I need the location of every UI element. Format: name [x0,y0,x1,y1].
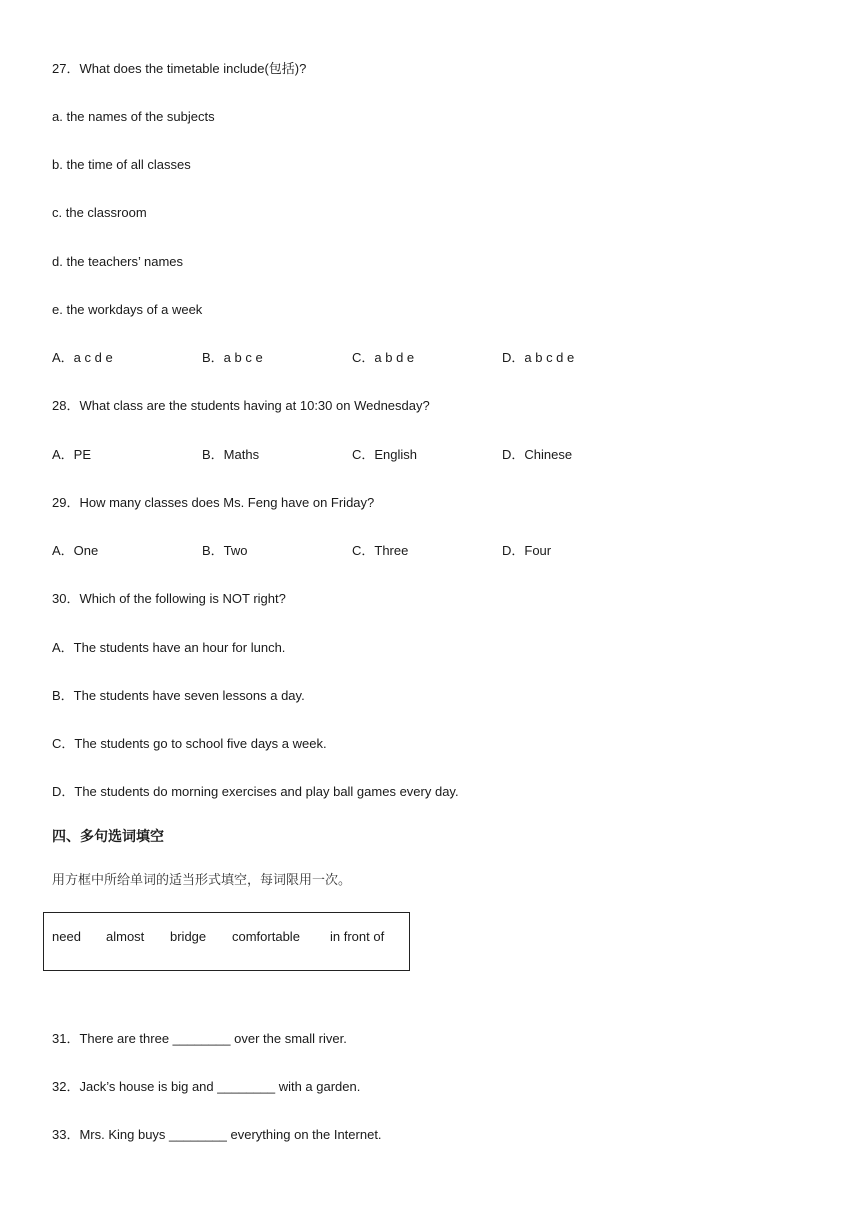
question-29: 29．How many classes does Ms. Feng have on Friday? [52,495,375,510]
q27-option-d: D．a b c d e [502,350,575,365]
word-box-item: in front of [330,929,385,944]
q30-option-d: D．The students do morning exercises and play ball games every day. [52,784,459,799]
question-31: 31．There are three ________ over the small river. [52,1031,347,1046]
q29-option-a: A．One [52,543,99,558]
q27-item-d: d. the teachers’ names [52,254,184,269]
q27-item-a: a. the names of the subjects [52,109,215,124]
question-30: 30．Which of the following is NOT right? [52,591,286,606]
word-box-item: comfortable [232,929,300,944]
q29-option-b: B．Two [202,543,248,558]
q28-option-a: A．PE [52,447,92,462]
question-32: 32．Jack’s house is big and ________ with a garden. [52,1079,361,1094]
q28-option-b: B．Maths [202,447,260,462]
word-box [43,912,410,971]
question-27: 27．What does the timetable include(包括)? [52,61,307,76]
q27-option-c: C．a b d e [352,350,415,365]
q30-option-b: B．The students have seven lessons a day. [52,688,305,703]
word-box-item: almost [106,929,145,944]
q29-option-c: C．Three [352,543,409,558]
word-box-item: bridge [170,929,207,944]
q27-option-a: A．a c d e [52,350,113,365]
q27-item-b: b. the time of all classes [52,157,191,172]
q28-option-d: D．Chinese [502,447,573,462]
q27-item-e: e. the workdays of a week [52,302,203,317]
q30-option-c: C．The students go to school five days a week. [52,736,327,751]
section-instruction: 用方框中所给单词的适当形式填空，每词限用一次。 [52,873,352,888]
q29-option-d: D．Four [502,543,552,558]
q28-option-c: C．English [352,447,418,462]
word-box-item: need [52,929,81,944]
q27-option-b: B．a b c e [202,350,263,365]
section-heading: 四、多句选词填空 [52,828,164,844]
q27-item-c: c. the classroom [52,205,147,220]
question-33: 33．Mrs. King buys ________ everything on the Internet. [52,1127,382,1142]
question-28: 28．What class are the students having at 10:30 on Wednesday? [52,398,430,413]
q30-option-a: A．The students have an hour for lunch. [52,640,286,655]
